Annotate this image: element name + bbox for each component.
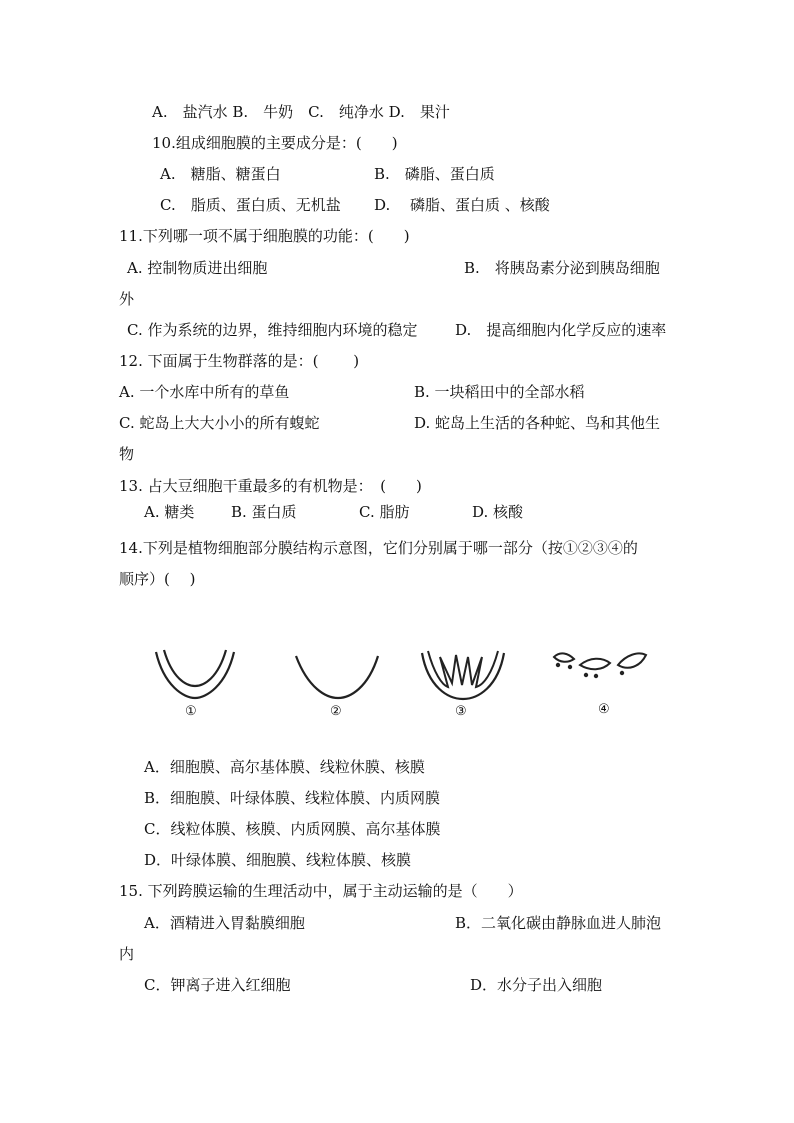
q13-stem: 13. 占大豆细胞干重最多的有机物是： ( ) — [119, 477, 422, 495]
figure-2-label: ② — [330, 704, 342, 719]
q13-option-c: C. 脂肪 — [359, 503, 410, 521]
q10-option-d: D. 磷脂、蛋白质 、核酸 — [374, 196, 550, 214]
q14-option-c: C．线粒体膜、核膜、内质网膜、高尔基体膜 — [144, 820, 441, 838]
q15-option-b: B．二氧化碳由静脉血进人肺泡 — [455, 914, 662, 932]
q11-option-c: C. 作为系统的边界，维持细胞内环境的稳定 — [127, 321, 418, 339]
q12-option-d-continued: 物 — [119, 445, 135, 463]
q12-option-d: D. 蛇岛上生活的各种蛇、鸟和其他生 — [414, 414, 661, 432]
q13-option-d: D. 核酸 — [472, 503, 524, 521]
q14-option-b: B．细胞膜、叶绿体膜、线粒体膜、内质网膜 — [144, 789, 441, 807]
q9-options: A. 盐汽水 B. 牛奶 C. 纯净水 D. 果汁 — [152, 103, 450, 121]
figure-4-label: ④ — [598, 702, 610, 717]
q10-option-b: B. 磷脂、蛋白质 — [374, 165, 495, 183]
q14-option-d: D．叶绿体膜、细胞膜、线粒体膜、核膜 — [144, 851, 412, 869]
q12-option-b: B. 一块稻田中的全部水稻 — [414, 383, 585, 401]
q11-option-b-continued: 外 — [119, 290, 135, 308]
figure-3-label: ③ — [455, 704, 467, 719]
q15-option-d: D．水分子出入细胞 — [470, 976, 603, 994]
q15-stem: 15. 下列跨膜运输的生理活动中，属于主动运输的是（ ） — [119, 882, 523, 900]
figure-3-folded-membrane — [418, 643, 508, 708]
q10-option-a: A. 糖脂、糖蛋白 — [160, 165, 281, 183]
q11-option-a: A. 控制物质进出细胞 — [127, 259, 268, 277]
q15-option-c: C．钾离子进入红细胞 — [144, 976, 291, 994]
q15-option-b-continued: 内 — [119, 945, 135, 963]
q11-option-b: B. 将胰岛素分泌到胰岛细胞 — [464, 259, 660, 277]
q11-stem: 11.下列哪一项不属于细胞膜的功能：( ) — [119, 227, 410, 245]
figure-4-fragmented-membrane — [550, 643, 650, 688]
q15-option-a: A．酒精进入胃黏膜细胞 — [144, 914, 305, 932]
q11-option-d: D. 提高细胞内化学反应的速率 — [455, 321, 667, 339]
q14-stem-line-1: 14.下列是植物细胞部分膜结构示意图，它们分别属于哪一部分（按①②③④的 — [119, 539, 638, 557]
q12-option-c: C. 蛇岛上大大小小的所有蝮蛇 — [119, 414, 320, 432]
q10-stem: 10.组成细胞膜的主要成分是：( ) — [152, 134, 398, 152]
q14-stem-line-2: 顺序）( ) — [119, 570, 196, 588]
q13-option-b: B. 蛋白质 — [231, 503, 297, 521]
q14-option-a: A．细胞膜、高尔基体膜、线粒休膜、核膜 — [144, 758, 425, 776]
q12-option-a: A. 一个水库中所有的草鱼 — [119, 383, 290, 401]
q12-stem: 12. 下面属于生物群落的是：( ) — [119, 352, 360, 370]
figure-1-label: ① — [185, 704, 197, 719]
q10-option-c: C. 脂质、蛋白质、无机盐 — [160, 196, 341, 214]
q13-option-a: A. 糖类 — [144, 503, 195, 521]
figure-2-single-membrane — [290, 648, 385, 708]
